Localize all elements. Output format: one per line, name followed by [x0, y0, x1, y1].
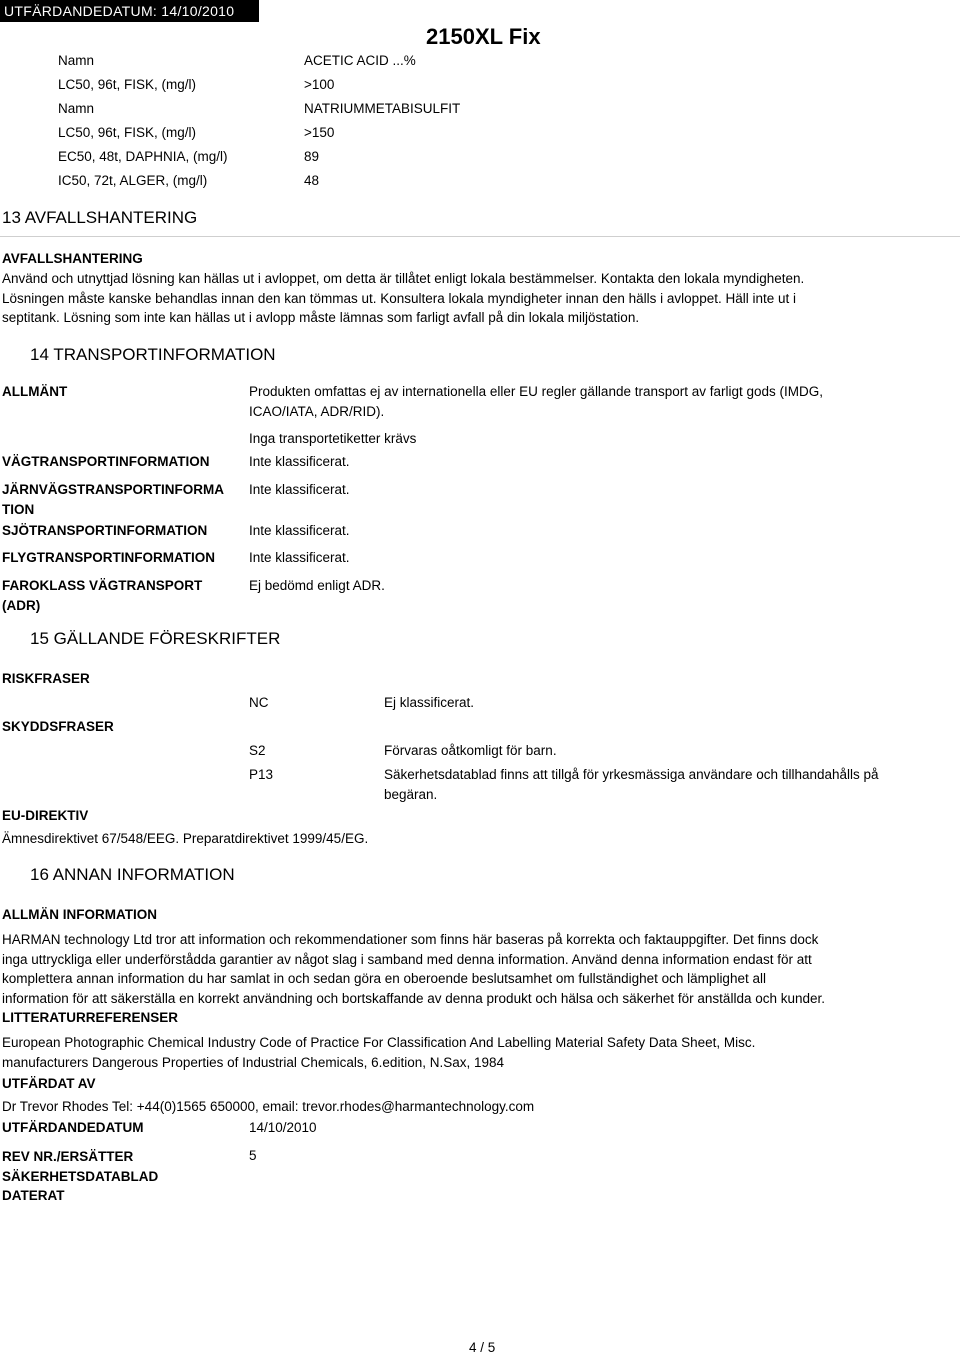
- issued-by-label: UTFÄRDAT AV: [2, 1076, 96, 1091]
- general-info-label: ALLMÄN INFORMATION: [2, 907, 157, 922]
- general-info-line: inga uttryckliga eller underförstådda garantier av något slag i samband med denna information. Använd denna information endast för att: [2, 951, 812, 967]
- issued-by-text: Dr Trevor Rhodes Tel: +44(0)1565 650000, email: trevor.rhodes@harmantechnology.com: [2, 1099, 535, 1114]
- ecotox-value: >100: [304, 77, 335, 92]
- issue-date-value: 14/10/2010: [249, 1120, 317, 1135]
- safety-text: Förvaras oåtkomligt för barn.: [384, 743, 557, 758]
- ecotox-label: Namn: [58, 101, 95, 116]
- safety-text-line: Säkerhetsdatablad finns att tillgå för yrkesmässiga användare och tillhandahålls på: [384, 767, 879, 782]
- revision-value: 5: [249, 1148, 257, 1163]
- general-info-line: HARMAN technology Ltd tror att information och rekommendationer som finns här baseras på korrekta och faktauppgifter. Det finns dock: [2, 932, 819, 947]
- page-number: 4 / 5: [469, 1340, 496, 1355]
- literature-text: [2, 1033, 952, 1072]
- section-13-title: 13 AVFALLSHANTERING: [2, 208, 198, 227]
- ecotox-value: 89: [304, 149, 320, 164]
- revision-label-line: REV NR./ERSÄTTER: [2, 1149, 134, 1164]
- air-transport-value: Inte klassificerat.: [249, 550, 350, 565]
- section-15-title: 15 GÄLLANDE FÖRESKRIFTER: [30, 629, 281, 648]
- revision-label-line: DATERAT: [2, 1188, 65, 1203]
- rail-transport-label-line: JÄRNVÄGSTRANSPORTINFORMA: [2, 482, 225, 497]
- ecotox-value: ACETIC ACID ...%: [304, 53, 416, 68]
- product-name: 2150XL Fix: [426, 24, 541, 49]
- risk-code: NC: [249, 695, 269, 710]
- ecotox-label: LC50, 96t, FISK, (mg/l): [58, 125, 197, 140]
- issue-date-label: UTFÄRDANDEDATUM: [2, 1120, 144, 1135]
- sea-transport-value: Inte klassificerat.: [249, 523, 350, 538]
- general-info-text: [2, 930, 952, 1008]
- general-label: ALLMÄNT: [2, 384, 68, 399]
- safety-text: [384, 765, 879, 805]
- divider: [0, 236, 960, 237]
- hazard-class-label-line: (ADR): [2, 598, 41, 613]
- waste-text: [2, 269, 952, 328]
- section-16-title: 16 ANNAN INFORMATION: [30, 865, 235, 884]
- ecotox-value: NATRIUMMETABISULFIT: [304, 101, 461, 116]
- eu-directive-text: Ämnesdirektivet 67/548/EEG. Preparatdirektivet 1999/45/EG.: [2, 831, 369, 846]
- rail-transport-value: Inte klassificerat.: [249, 482, 350, 497]
- safety-text-line: begäran.: [384, 787, 438, 802]
- safety-phrases-label: SKYDDSFRASER: [2, 719, 114, 734]
- road-transport-label: VÄGTRANSPORTINFORMATION: [2, 454, 210, 469]
- general-info-line: komplettera annan information du har samlat in och sedan göra en oberoende beslutsamhet om fullständighet och lämplighet all: [2, 971, 766, 986]
- rail-transport-label: [2, 480, 224, 520]
- issue-date-banner: UTFÄRDANDEDATUM: 14/10/2010: [0, 0, 259, 22]
- waste-text-line: Använd och utnyttjad lösning kan hällas ut i avloppet, om detta är tillåtet enligt lokala bestämmelser. Kontakta den lokala myndigheten.: [2, 271, 805, 286]
- ecotox-label: LC50, 96t, FISK, (mg/l): [58, 77, 197, 92]
- risk-text: Ej klassificerat.: [384, 695, 475, 710]
- literature-line: European Photographic Chemical Industry Code of Practice For Classification And Labelling Material Safety Data Sheet, Misc.: [2, 1035, 756, 1050]
- waste-text-line: septitank. Lösning som inte kan hällas ut i avlopp måste lämnas som farligt avfall på din lokala miljöstation.: [2, 310, 640, 325]
- hazard-class-value: Ej bedömd enligt ADR.: [249, 578, 385, 593]
- transport-labels-note: Inga transportetiketter krävs: [249, 431, 417, 446]
- rail-transport-label-line: TION: [2, 502, 35, 517]
- general-text-line: Produkten omfattas ej av internationella eller EU regler gällande transport av farligt gods (IMDG,: [249, 384, 824, 399]
- air-transport-label: FLYGTRANSPORTINFORMATION: [2, 550, 215, 565]
- waste-subheading: AVFALLSHANTERING: [2, 251, 143, 266]
- ecotox-label: Namn: [58, 53, 95, 68]
- safety-code: S2: [249, 743, 266, 758]
- sea-transport-label: SJÖTRANSPORTINFORMATION: [2, 523, 208, 538]
- hazard-class-label: [2, 576, 202, 616]
- safety-code: P13: [249, 767, 274, 782]
- revision-label-line: SÄKERHETSDATABLAD: [2, 1168, 159, 1184]
- section-14-title: 14 TRANSPORTINFORMATION: [30, 345, 276, 364]
- road-transport-value: Inte klassificerat.: [249, 454, 350, 469]
- ecotox-value: 48: [304, 173, 320, 188]
- literature-line: manufacturers Dangerous Properties of Industrial Chemicals, 6.edition, N.Sax, 1984: [2, 1054, 505, 1070]
- hazard-class-label-line: FAROKLASS VÄGTRANSPORT: [2, 578, 203, 593]
- eu-directive-label: EU-DIREKTIV: [2, 808, 89, 823]
- literature-label: LITTERATURREFERENSER: [2, 1010, 179, 1025]
- ecotox-label: IC50, 72t, ALGER, (mg/l): [58, 173, 208, 188]
- general-text: [249, 382, 823, 422]
- general-info-line: information för att säkerställa en korrekt användning och bortskaffande av denna produkt och hälsa och säkerhet för anställda och kunder.: [2, 990, 826, 1006]
- revision-label: [2, 1147, 158, 1206]
- risk-phrases-label: RISKFRASER: [2, 671, 90, 686]
- ecotox-label: EC50, 48t, DAPHNIA, (mg/l): [58, 149, 228, 164]
- ecotox-value: >150: [304, 125, 335, 140]
- waste-text-line: Lösningen måste kanske behandlas innan den kan tömmas ut. Konsultera lokala myndigheter innan den hälls i avloppet. Häll inte ut i: [2, 290, 796, 306]
- general-text-line: ICAO/IATA, ADR/RID).: [249, 404, 385, 419]
